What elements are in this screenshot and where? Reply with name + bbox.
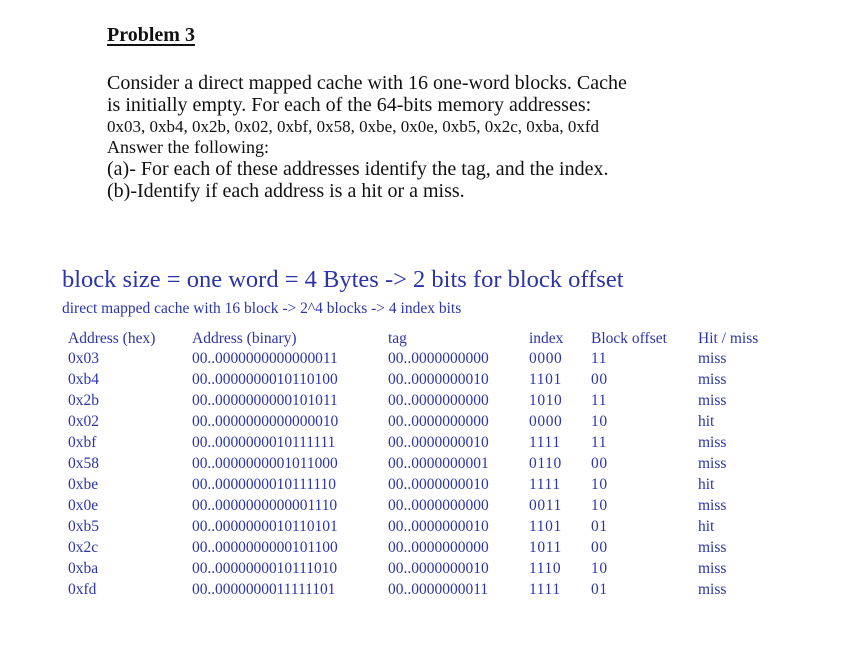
cell-binary: 00..0000000010111111	[192, 434, 336, 451]
cell-tag: 00..0000000010	[388, 434, 489, 451]
problem-title: Problem 3	[107, 24, 195, 46]
cell-index: 1101	[529, 518, 562, 535]
cell-result: miss	[698, 350, 727, 367]
table-row	[0, 455, 863, 476]
cell-result: miss	[698, 539, 727, 556]
column-header-hitmiss: Hit / miss	[698, 330, 759, 347]
cell-binary: 00..0000000000000010	[192, 413, 339, 430]
cell-offset: 11	[591, 434, 608, 451]
cell-hex: 0x0e	[68, 497, 99, 514]
cell-offset: 00	[591, 371, 608, 388]
cell-offset: 10	[591, 497, 608, 514]
cell-result: miss	[698, 371, 727, 388]
cell-offset: 01	[591, 518, 608, 535]
cell-index: 0000	[529, 413, 563, 430]
cell-tag: 00..0000000010	[388, 518, 489, 535]
cell-tag: 00..0000000000	[388, 350, 489, 367]
cell-result: hit	[698, 476, 715, 493]
solution-subheading: direct mapped cache with 16 block -> 2^4 blocks -> 4 index bits	[62, 300, 462, 317]
cell-tag: 00..0000000010	[388, 476, 489, 493]
cell-result: hit	[698, 413, 715, 430]
cell-offset: 10	[591, 413, 608, 430]
cell-tag: 00..0000000010	[388, 371, 489, 388]
table-row	[0, 476, 863, 497]
cell-index: 0110	[529, 455, 562, 472]
table-row	[0, 371, 863, 392]
cell-hex: 0xfd	[68, 581, 97, 598]
cell-offset: 11	[591, 392, 608, 409]
cell-tag: 00..0000000010	[388, 560, 489, 577]
cell-index: 0011	[529, 497, 562, 514]
cell-offset: 00	[591, 455, 608, 472]
cell-hex: 0xbf	[68, 434, 97, 451]
cell-index: 1111	[529, 476, 561, 493]
cell-hex: 0xb5	[68, 518, 99, 535]
cell-tag: 00..0000000000	[388, 392, 489, 409]
cell-offset: 00	[591, 539, 608, 556]
table-row	[0, 539, 863, 560]
column-header-offset: Block offset	[591, 330, 667, 347]
cell-binary: 00..0000000000001110	[192, 497, 338, 514]
problem-statement	[107, 72, 827, 202]
cell-index: 1110	[529, 560, 562, 577]
statement-answer-prompt: Answer the following:	[107, 137, 269, 157]
cell-index: 1111	[529, 434, 561, 451]
cell-tag: 00..0000000011	[388, 581, 489, 598]
cell-tag: 00..0000000000	[388, 413, 489, 430]
cell-binary: 00..0000000011111101	[192, 581, 336, 598]
table-row	[0, 350, 863, 371]
cell-hex: 0xb4	[68, 371, 99, 388]
cell-offset: 11	[591, 350, 608, 367]
table-row	[0, 434, 863, 455]
cell-result: miss	[698, 581, 727, 598]
cell-binary: 00..0000000000101100	[192, 539, 338, 556]
cell-hex: 0xba	[68, 560, 99, 577]
column-header-tag: tag	[388, 330, 407, 347]
column-header-binary: Address (binary)	[192, 330, 297, 347]
cell-hex: 0x02	[68, 413, 99, 430]
table-row	[0, 413, 863, 434]
cell-result: miss	[698, 455, 727, 472]
cell-index: 1010	[529, 392, 563, 409]
cell-binary: 00..0000000001011000	[192, 455, 338, 472]
cell-binary: 00..0000000010110100	[192, 371, 338, 388]
column-header-index: index	[529, 330, 564, 347]
cell-result: miss	[698, 434, 727, 451]
cell-hex: 0x2c	[68, 539, 99, 556]
address-list: 0x03, 0xb4, 0x2b, 0x02, 0xbf, 0x58, 0xbe, 0x0e, 0xb5, 0x2c, 0xba, 0xfd	[107, 117, 600, 136]
statement-line-2: is initially empty. For each of the 64-bits memory addresses:	[107, 94, 592, 116]
cell-binary: 00..0000000000000011	[192, 350, 338, 367]
question-a: (a)- For each of these addresses identify the tag, and the index.	[107, 158, 609, 180]
question-b: (b)-Identify if each address is a hit or a miss.	[107, 180, 465, 202]
cell-result: miss	[698, 497, 727, 514]
solution-heading: block size = one word = 4 Bytes -> 2 bits for block offset	[62, 266, 624, 293]
cell-hex: 0x58	[68, 455, 99, 472]
cell-binary: 00..0000000010111110	[192, 476, 336, 493]
cell-binary: 00..0000000010111010	[192, 560, 338, 577]
cell-tag: 00..0000000000	[388, 497, 489, 514]
cell-offset: 01	[591, 581, 608, 598]
table-row	[0, 518, 863, 539]
cell-tag: 00..0000000000	[388, 539, 489, 556]
table-row	[0, 392, 863, 413]
table-row	[0, 497, 863, 518]
table-row	[0, 581, 863, 602]
cell-binary: 00..0000000000101011	[192, 392, 338, 409]
cell-hex: 0x2b	[68, 392, 99, 409]
cell-index: 0000	[529, 350, 563, 367]
cell-result: miss	[698, 392, 727, 409]
cell-index: 1101	[529, 371, 562, 388]
column-header-hex: Address (hex)	[68, 330, 156, 347]
cell-offset: 10	[591, 560, 608, 577]
cell-offset: 10	[591, 476, 608, 493]
cell-index: 1011	[529, 539, 562, 556]
cell-result: hit	[698, 518, 715, 535]
cell-binary: 00..0000000010110101	[192, 518, 338, 535]
cell-result: miss	[698, 560, 727, 577]
cell-tag: 00..0000000001	[388, 455, 489, 472]
cell-hex: 0xbe	[68, 476, 99, 493]
cell-index: 1111	[529, 581, 561, 598]
cell-hex: 0x03	[68, 350, 99, 367]
statement-line-1: Consider a direct mapped cache with 16 one-word blocks. Cache	[107, 72, 627, 94]
table-row	[0, 560, 863, 581]
